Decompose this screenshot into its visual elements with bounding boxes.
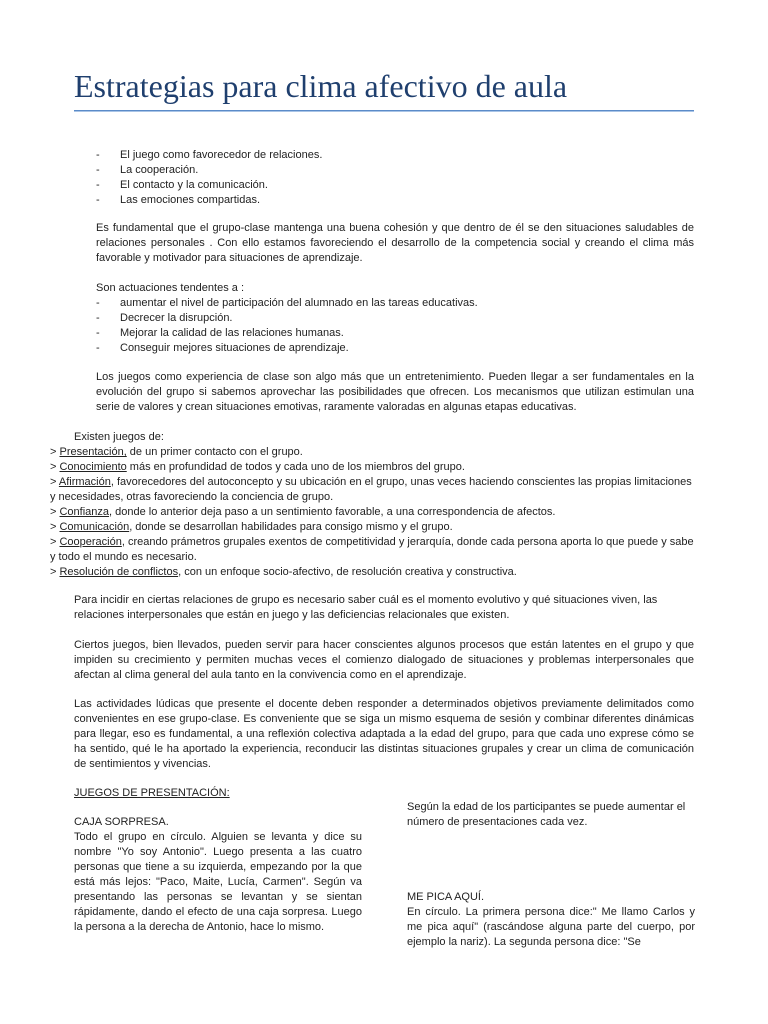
list-relaciones [96, 148, 694, 208]
list-item: - La cooperación. [96, 164, 199, 176]
juego-type-item: > Cooperación, creando prámetros grupales exentos de competitividad y jerarquía, donde cada persona aporta lo que puede y sabe y todo el mundo es necesario. [50, 536, 694, 563]
juegos-types-list [50, 445, 694, 580]
caja-sorpresa-text: Todo el grupo en círculo. Alguien se levanta y dice su nombre "Yo soy Antonio". Luego presenta a las cuatro personas que tiene a su izquierda, empezando por la que está más lejos: "Paco, Maite, Lucía, Carmen". Según va presentando las personas se levantan y se sientan rápidamente, dando el efecto de una caja sorpresa. Luego la persona a la derecha de Antonio, hace lo mismo. [74, 831, 362, 933]
paragraph-actividades-ludicas: Las actividades lúdicas que presente el docente deben responder a determinados objetivos previamente delimitados como convenientes en ese grupo-clase. Es conveniente que se siga un mismo esquema de sesión y combinar diferentes dinámicas para llegar, eso es fundamental, a una reflexión colectiva adaptada a la edad del grupo, para que cada uno exprese cómo se ha sentido, qué le ha aportado la experiencia, reconducir las distintas situaciones grupales y crear un clima de comunicación de sentimientos y vivencias. [74, 698, 694, 770]
paragraph-ciertos-juegos: Ciertos juegos, bien llevados, pueden servir para hacer conscientes algunos procesos que están latentes en el grupo y que impiden su crecimiento y permiten muchas veces el comienzo dialogado de situaciones y problemas interpersonales que afectan al clima general del aula tanto en la convivencia como en el aprendizaje. [74, 639, 694, 681]
list-item: - aumentar el nivel de participación del alumnado en las tareas educativas. [96, 297, 478, 309]
juegos-presentacion-heading: JUEGOS DE PRESENTACIÓN: [74, 787, 230, 799]
list-item: - Mejorar la calidad de las relaciones humanas. [96, 327, 344, 339]
juego-type-item: > Confianza, donde lo anterior deja paso a un sentimiento favorable, a una correspondencia de afectos. [50, 506, 556, 518]
page-title: Estrategias para clima afectivo de aula [74, 68, 568, 104]
juego-type-item: > Conocimiento más en profundidad de todos y cada uno de los miembros del grupo. [50, 461, 465, 473]
list-item: - Las emociones compartidas. [96, 194, 261, 206]
juego-type-item: > Resolución de conflictos, con un enfoque socio-afectivo, de resolución creativa y constructiva. [50, 566, 517, 578]
paragraph-cohesion: Es fundamental que el grupo-clase mantenga una buena cohesión y que dentro de él se den situaciones saludables de relaciones personales . Con ello estamos favoreciendo el desarrollo de la competencia social y creando el clima más favorable y motivador para situaciones de aprendizaje. [96, 222, 694, 264]
list-item: - El juego como favorecedor de relaciones. [96, 149, 323, 161]
right-column-note: Según la edad de los participantes se puede aumentar el número de presentaciones cada vez. [407, 801, 686, 828]
me-pica-aqui-text: En círculo. La primera persona dice:" Me llamo Carlos y me pica aquí" (rascándose alguna parte del cuerpo, por ejemplo la nariz). La segunda persona dice: "Se [407, 906, 695, 948]
title-divider [74, 110, 694, 112]
me-pica-aqui-title: ME PICA AQUÍ. [407, 891, 485, 903]
list-item: - Decrecer la disrupción. [96, 312, 233, 324]
actuaciones-intro: Son actuaciones tendentes a : [96, 282, 244, 294]
juego-type-item: > Comunicación, donde se desarrollan habilidades para consigo mismo y el grupo. [50, 521, 453, 533]
list-actuaciones [96, 296, 694, 356]
existen-heading: Existen juegos de: [74, 431, 164, 443]
list-item: - El contacto y la comunicación. [96, 179, 268, 191]
caja-sorpresa-title: CAJA SORPRESA. [74, 816, 169, 828]
juego-type-item: > Presentación, de un primer contacto con el grupo. [50, 446, 303, 458]
juego-type-item: > Afirmación, favorecedores del autoconcepto y su ubicación en el grupo, unas veces haciendo conscientes las propias limitaciones y necesidades, otras favoreciendo la conciencia de grupo. [50, 476, 692, 503]
paragraph-incidir: Para incidir en ciertas relaciones de grupo es necesario saber cuál es el momento evolutivo y qué situaciones viven, las relaciones interpersonales que están en juego y las deficiencias relacionales que existen. [74, 594, 658, 621]
paragraph-juegos-experiencia: Los juegos como experiencia de clase son algo más que un entretenimiento. Pueden llegar a ser fundamentales en la evolución del grupo si sabemos aprovechar las posibilidades que ofrecen. Los mecanismos que utilizan estimulan una serie de valores y crean situaciones emotivas, raramente valoradas en algunas etapas educativas. [96, 371, 694, 413]
list-item: - Conseguir mejores situaciones de aprendizaje. [96, 342, 349, 354]
